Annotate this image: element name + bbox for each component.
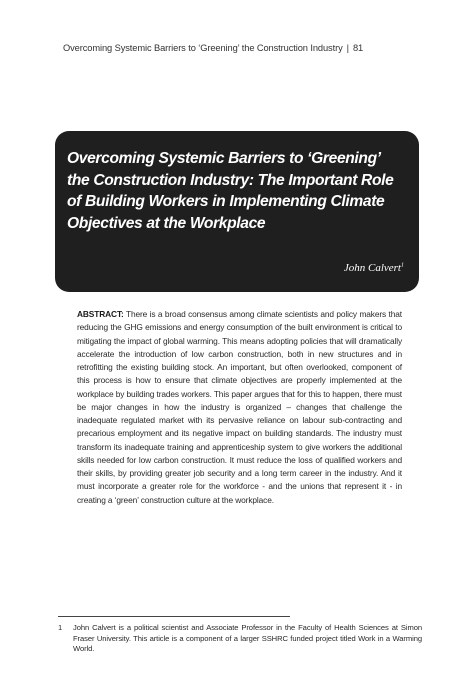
author-footnote-marker: 1 <box>401 262 404 269</box>
page-number: 81 <box>352 43 364 53</box>
abstract-text: There is a broad consensus among climate scientists and policy makers that reducing the GHG emissions and energy consumption of the built environment is critical to mitigating the impact of global warming. This means adopting policies that will dramatically accelerate the introduction of low carbon construction, both in new structures and in retrofitting the existing building stock. An important, but often overlooked, component of this process is how to ensure that climate objectives are properly implemented at the workplace by building trades workers. This paper argues that for this to happen, there must be major changes in how the industry is organized – changes that challenge the inadequate regulated market with its pervasive reliance on labour sub-contracting and precarious employment and its negative impact on building standards. The industry must transform its inadequate training and apprenticeship system to give workers the additional skills needed for low carbon construction. It must reduce the loss of qualified workers and their skills, by providing greater job security and a long term career in the industry. And it must incorporate a greater role for the workforce - and the unions that represent it - in creating a ‘green’ construction culture at the workplace. <box>77 309 402 505</box>
footnote-number: 1 <box>58 623 63 632</box>
author-name: John Calvert <box>343 262 401 274</box>
article-author <box>344 262 404 274</box>
footnote-divider <box>58 616 290 617</box>
abstract-label: ABSTRACT: <box>77 309 124 319</box>
running-header-separator: | <box>346 43 349 53</box>
abstract <box>77 308 402 507</box>
title-box <box>55 131 419 292</box>
running-header <box>63 43 403 53</box>
article-title: Overcoming Systemic Barriers to ‘Greening’ the Construction Industry: The Important Role of Building Workers in Implementing Climate Objectives at the Workplace <box>67 150 394 232</box>
running-header-title: Overcoming Systemic Barriers to ‘Greening’ the Construction Industry <box>63 43 343 53</box>
footnote-text: John Calvert is a political scientist and Associate Professor in the Faculty of Health Sciences at Simon Fraser University. This article is a component of a larger SSHRC funded project titled Work in a Warming World. <box>73 623 422 653</box>
footnote <box>58 623 422 655</box>
